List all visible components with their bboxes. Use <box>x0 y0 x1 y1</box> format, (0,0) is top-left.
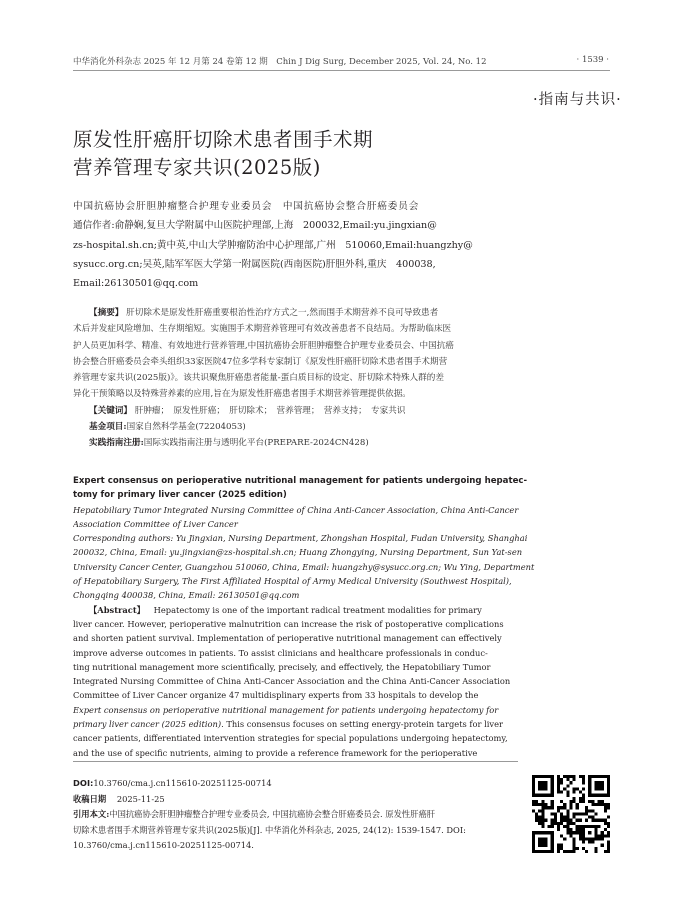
english-title: tomy for primary liver cancer (2025 edition) <box>73 490 287 501</box>
abstract-text-en: . This consensus focuses on setting energy-protein targets for liver <box>221 719 503 730</box>
fund-text: 国家自然科学基金(72204053) <box>126 422 246 433</box>
running-header: 中华消化外科杂志 2025 年 12 月第 24 卷第 12 期 Chin J Dig Surg, December 2025, Vol. 24, No. 12 <box>73 57 487 67</box>
author-line: 中国抗癌协会肝胆肿瘤整合护理专业委员会 中国抗癌协会整合肝癌委员会 <box>73 201 420 212</box>
author-line: sysucc.org.cn;吴英,陆军军医大学第一附属医院(西南医院)肝胆外科,重庆 400038, <box>73 258 436 270</box>
footer-rule <box>73 761 518 762</box>
column-label: ·指南与共识· <box>533 92 622 108</box>
abstract-text-en: and the use of specific nutrients, aiming to provide a reference framework for the perioperative <box>73 747 478 758</box>
abstract-text-en: ting nutritional management more scientifically, precisely, and effectively, the Hepatobiliary Tumor <box>73 661 491 672</box>
abstract-text: 协会整合肝癌委员会牵头组织33家医院47位多学科专家制订《原发性肝癌肝切除术患者围手术期营 <box>73 356 448 367</box>
received-value: 2025-11-25 <box>116 793 165 804</box>
citation-text: 10.3760/cma.j.cn115610-20251125-00714. <box>73 840 254 850</box>
author-block-cn <box>73 197 610 293</box>
keywords: 肝肿瘤； 原发性肝癌； 肝切除术； 营养管理； 营养支持； 专家共识 <box>134 405 406 416</box>
english-abstract <box>73 474 610 760</box>
english-title: Expert consensus on perioperative nutritional management for patients undergoing hepatec- <box>73 476 528 486</box>
english-affiliation: Hepatobiliary Tumor Integrated Nursing Committee of China Anti-Cancer Association, China Anti-Cancer <box>73 504 519 515</box>
registry-text: 国际实践指南注册与透明化平台(PREPARE-2024CN428) <box>143 438 369 449</box>
abstract-text: 护人员更加科学、精准、有效地进行营养管理,中国抗癌协会肝胆肿瘤整合护理专业委员会、中国抗癌 <box>73 340 454 351</box>
abstract-text-en: Integrated Nursing Committee of China Anti-Cancer Association and the China Anti-Cancer Association <box>73 676 511 687</box>
abstract-text: 异化干预策略以及特殊营养素的应用,旨在为原发性肝癌患者围手术期营养管理提供依据。 <box>73 389 411 400</box>
abstract-text-en: Expert consensus on perioperative nutritional management for patients undergoing hepatectomy for <box>73 704 499 715</box>
fund-label: 基金项目: <box>89 422 127 433</box>
received-label: 收稿日期 <box>73 793 107 804</box>
qr-code-icon[interactable] <box>532 775 610 853</box>
english-corresponding: University Cancer Center, Guangzhou 510060, China, Email: huangzhy@sysucc.org.cn; Wu Ying, Department <box>73 561 535 572</box>
abstract-label: 【摘要】 <box>89 308 124 318</box>
registry-label: 实践指南注册: <box>89 438 144 449</box>
citation-text: 切除术患者围手术期营养管理专家共识(2025版)[J]. 中华消化外科杂志, 2025, 24(12): 1539-1547. DOI: <box>73 824 466 835</box>
article-title-line-2: 营养管理专家共识(2025版) <box>73 156 321 179</box>
abstract-text: 术后并发症风险增加、生存期缩短。实施围手术期营养管理可有效改善患者不良结局。为帮助临床医 <box>73 324 452 335</box>
author-line: 通信作者:俞静娴,复旦大学附属中山医院护理部,上海 200032,Email:yu.jingxian@ <box>73 220 437 232</box>
abstract-text: 养管理专家共识(2025版)》。该共识聚焦肝癌患者能量-蛋白质目标的设定、肝切除术特殊人群的差 <box>73 373 444 384</box>
abstract-text-en: improve adverse outcomes in patients. To assist clinicians and healthcare professionals in conduc- <box>73 647 488 658</box>
cite-label: 引用本文: <box>73 809 110 819</box>
english-corresponding: Corresponding authors: Yu Jingxian, Nursing Department, Zhongshan Hospital, Fudan University, Shanghai <box>73 533 528 544</box>
abstract-text-en: primary liver cancer (2025 edition) <box>73 719 222 730</box>
abstract-text-en: liver cancer. However, perioperative malnutrition can increase the risk of postoperative complications <box>73 618 504 629</box>
citation-text: 中国抗癌协会肝胆肿瘤整合护理专业委员会, 中国抗癌协会整合肝癌委员会. 原发性肝癌肝 <box>109 809 436 819</box>
english-corresponding: of Hepatobiliary Surgery, The First Affiliated Hospital of Army Medical University (Southwest Hospital), <box>73 576 512 587</box>
abstract-text-en: cancer patients, differentiated intervention strategies for special populations undergoing hepatectomy, <box>73 733 508 744</box>
english-corresponding: 200032, China, Email: yu.jingxian@zs-hospital.sh.cn; Huang Zhongying, Nursing Department, Sun Yat-sen <box>73 547 523 558</box>
abstract-label-en: 【Abstract】 <box>89 604 145 615</box>
doi-label: DOI: <box>73 778 94 788</box>
article-info-footer <box>73 776 523 854</box>
abstract-cn <box>73 305 610 452</box>
header-rule <box>73 70 610 71</box>
author-line: zs-hospital.sh.cn;黄中英,中山大学肿瘤防治中心护理部,广州 510060,Email:huangzhy@ <box>73 239 473 251</box>
english-corresponding: Chongqing 400038, China, Email: 26130501@qq.com <box>73 590 300 601</box>
article-title-line-1: 原发性肝癌肝切除术患者围手术期 <box>73 128 374 151</box>
abstract-text-en: Hepatectomy is one of the important radical treatment modalities for primary <box>153 604 482 615</box>
abstract-text: 肝切除术是原发性肝癌重要根治性治疗方式之一,然而围手术期营养不良可导致患者 <box>126 308 439 318</box>
abstract-text-en: Committee of Liver Cancer organize 47 multidisplinary experts from 33 hospitals to develop the <box>73 690 479 701</box>
keywords-label: 【关键词】 <box>89 405 132 416</box>
abstract-text-en: and shorten patient survival. Implementation of perioperative nutritional management can effectively <box>73 633 502 644</box>
author-line: Email:26130501@qq.com <box>73 278 199 290</box>
english-affiliation: Association Committee of Liver Cancer <box>73 518 238 529</box>
page-number: · 1539 · <box>576 55 609 65</box>
doi-value: 10.3760/cma.j.cn115610-20251125-00714 <box>93 778 272 788</box>
